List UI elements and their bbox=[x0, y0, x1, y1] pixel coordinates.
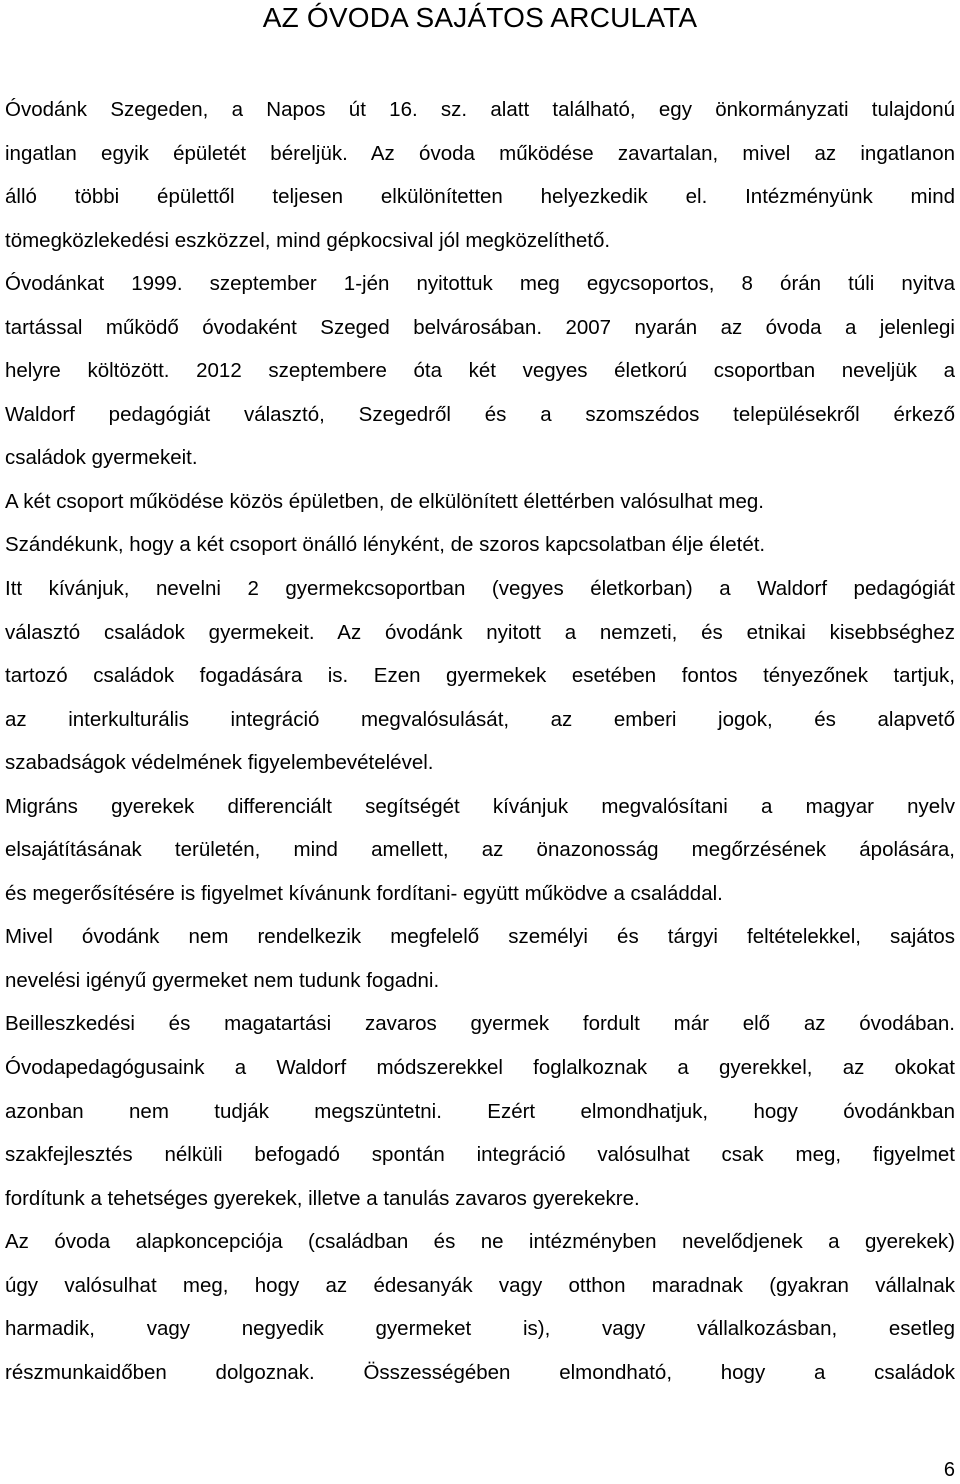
text-line: az interkulturális integráció megvalósulását, az emberi jogok, és alapvető bbox=[5, 707, 955, 731]
text-line: Mivel óvodánk nem rendelkezik megfelelő személyi és tárgyi feltételekkel, sajátos bbox=[5, 925, 955, 949]
text-line: tömegközlekedési eszközzel, mind gépkocsival jól megközelíthető. bbox=[5, 228, 611, 252]
text-line: tartozó családok fogadására is. Ezen gyermekek esetében fontos tényezőnek tartjuk, bbox=[5, 664, 955, 688]
text-line: részmunkaidőben dolgoznak. Összességében elmondható, hogy a családok bbox=[5, 1360, 955, 1384]
text-line: Waldorf pedagógiát választó, Szegedről és a szomszédos településekről érkező bbox=[5, 402, 955, 426]
text-line: szakfejlesztés nélküli befogadó spontán integráció valósulhat csak meg, figyelmet bbox=[5, 1143, 955, 1167]
text-line: úgy valósulhat meg, hogy az édesanyák vagy otthon maradnak (gyakran vállalnak bbox=[5, 1273, 955, 1297]
text-line: Szándékunk, hogy a két csoport önálló lényként, de szoros kapcsolatban élje életét. bbox=[5, 533, 766, 557]
text-line: családok gyermekeit. bbox=[5, 446, 198, 470]
text-line: elsajátításának területén, mind amellett, az önazonosság megőrzésének ápolására, bbox=[5, 838, 955, 862]
text-line: tartással működő óvodaként Szeged belvárosában. 2007 nyarán az óvoda a jelenlegi bbox=[5, 315, 955, 339]
text-line: Az óvoda alapkoncepciója (családban és ne intézményben nevelődjenek a gyerekek) bbox=[5, 1230, 955, 1254]
text-line: Beilleszkedési és magatartási zavaros gyermek fordult már elő az óvodában. bbox=[5, 1012, 955, 1036]
text-line: nevelési igényű gyermeket nem tudunk fogadni. bbox=[5, 968, 440, 992]
text-line: szabadságok védelmének figyelembevételével. bbox=[5, 751, 434, 775]
page-title: AZ ÓVODA SAJÁTOS ARCULATA bbox=[262, 2, 698, 33]
text-line: A két csoport működése közös épületben, de elkülönített élettérben valósulhat meg. bbox=[5, 489, 764, 513]
text-line: fordítunk a tehetséges gyerekek, illetve a tanulás zavaros gyerekekre. bbox=[5, 1186, 640, 1210]
text-line: álló többi épülettől teljesen elkülönítetten helyezkedik el. Intézményünk mind bbox=[5, 185, 955, 209]
text-line: Migráns gyerekek differenciált segítségét kívánjuk megvalósítani a magyar nyelv bbox=[5, 794, 955, 818]
text-line: azonban nem tudják megszüntetni. Ezért elmondhatjuk, hogy óvodánkban bbox=[5, 1099, 955, 1123]
text-line: Itt kívánjuk, nevelni 2 gyermekcsoportban (vegyes életkorban) a Waldorf pedagógiát bbox=[5, 577, 955, 601]
text-line: harmadik, vagy negyedik gyermeket is), vagy vállalkozásban, esetleg bbox=[5, 1317, 955, 1341]
text-line: választó családok gyermekeit. Az óvodánk nyitott a nemzeti, és etnikai kisebbséghez bbox=[5, 620, 955, 644]
text-line: Óvodapedagógusaink a Waldorf módszerekkel foglalkoznak a gyerekkel, az okokat bbox=[5, 1056, 955, 1080]
text-line: helyre költözött. 2012 szeptembere óta két vegyes életkorú csoportban neveljük a bbox=[5, 359, 955, 383]
body-text bbox=[5, 88, 955, 1394]
page-number: 6 bbox=[943, 1459, 955, 1481]
text-line: Óvodánkat 1999. szeptember 1-jén nyitottuk meg egycsoportos, 8 órán túli nyitva bbox=[5, 272, 955, 296]
text-line: ingatlan egyik épületét béreljük. Az óvoda működése zavartalan, mivel az ingatlanon bbox=[5, 141, 955, 165]
text-line: és megerősítésére is figyelmet kívánunk fordítani- együtt működve a családdal. bbox=[5, 881, 723, 905]
text-line: Óvodánk Szegeden, a Napos út 16. sz. alatt található, egy önkormányzati tulajdonú bbox=[5, 98, 955, 121]
